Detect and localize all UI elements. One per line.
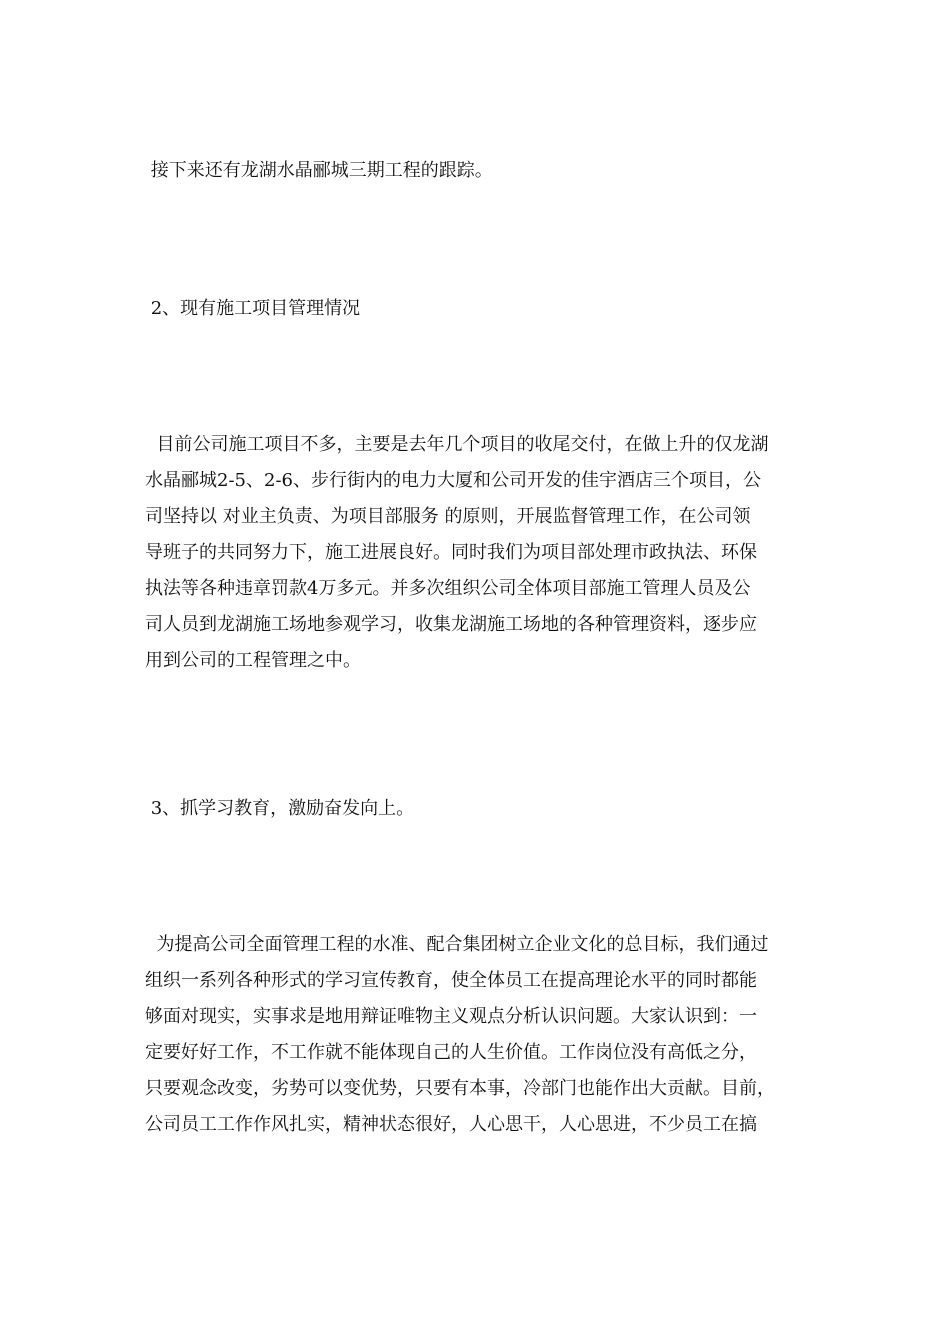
paragraph-line: 为提高公司全面管理工程的水准、配合集团树立企业文化的总目标，我们通过 (145, 934, 769, 955)
paragraph-line: 水晶郦城2-5、2-6、步行街内的电力大厦和公司开发的佳宇酒店三个项目，公 (145, 470, 761, 491)
intro-line: 接下来还有龙湖水晶郦城三期工程的跟踪。 (145, 160, 493, 181)
paragraph-line: 司人员到龙湖施工场地参观学习，收集龙湖施工场地的各种管理资料，逐步应 (145, 614, 757, 635)
paragraph-line: 目前公司施工项目不多，主要是去年几个项目的收尾交付，在做上升的仅龙湖 (145, 434, 769, 455)
paragraph-line: 够面对现实，实事求是地用辩证唯物主义观点分析认识问题。大家认识到：一 (145, 1006, 757, 1027)
paragraph-line: 公司员工工作作风扎实，精神状态很好，人心思干，人心思进，不少员工在搞 (145, 1114, 757, 1135)
paragraph-line: 只要观念改变，劣势可以变优势，只要有本事，冷部门也能作出大贡献。目前， (145, 1078, 775, 1099)
section-heading-3: 3、抓学习教育，激励奋发向上。 (145, 798, 415, 819)
paragraph-line: 定要好好工作，不工作就不能体现自己的人生价值。工作岗位没有高低之分， (145, 1042, 757, 1063)
paragraph-3 (145, 927, 809, 1143)
paragraph-line: 用到公司的工程管理之中。 (145, 650, 361, 671)
section-heading-2: 2、现有施工项目管理情况 (145, 298, 361, 319)
paragraph-2 (145, 427, 809, 679)
paragraph-line: 司坚持以 对业主负责、为项目部服务 的原则，开展监督管理工作，在公司领 (145, 506, 751, 527)
paragraph-line: 执法等各种违章罚款4万多元。并多次组织公司全体项目部施工管理人员及公 (145, 578, 751, 599)
paragraph-line: 组织一系列各种形式的学习宣传教育，使全体员工在提高理论水平的同时都能 (145, 970, 757, 991)
paragraph-line: 导班子的共同努力下，施工进展良好。同时我们为项目部处理市政执法、环保 (145, 542, 757, 563)
